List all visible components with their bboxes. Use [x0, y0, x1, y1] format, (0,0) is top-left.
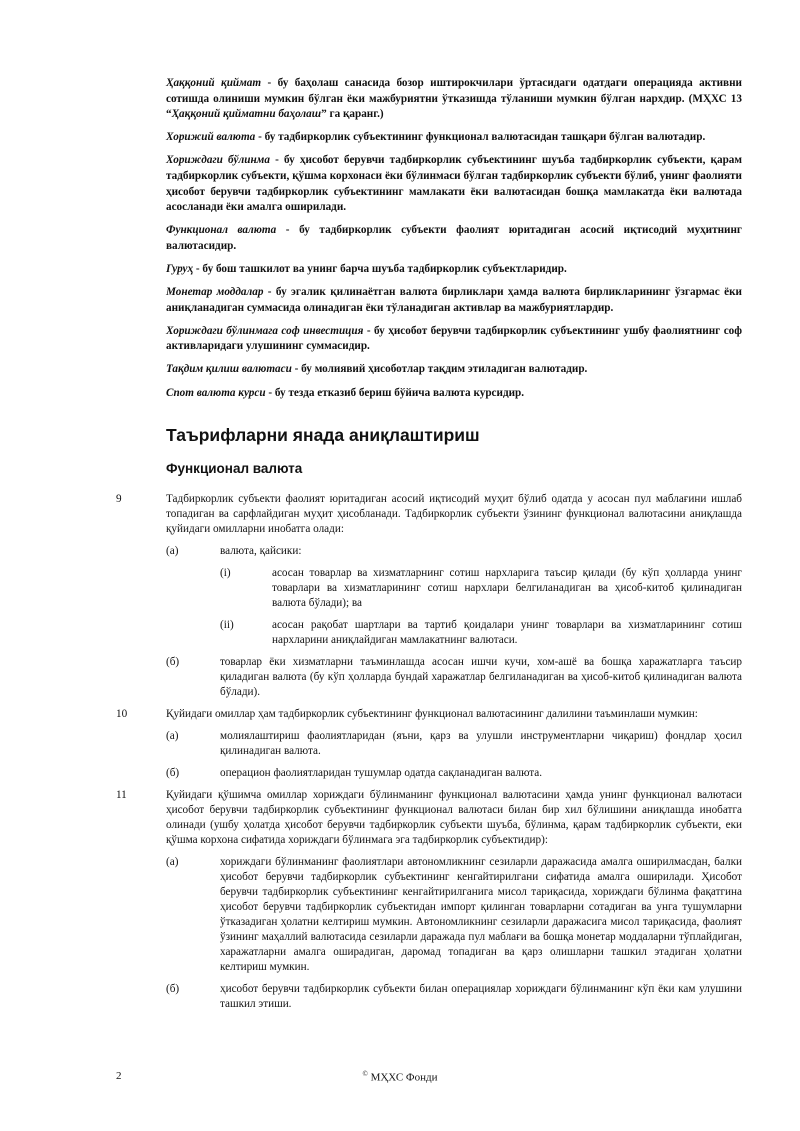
paragraph-number: 11 — [116, 789, 127, 801]
list-item-text: хориждаги бўлинманинг фаолиятлари автономликнинг сезиларли даражасида амалга оширилмасдан, балки ҳисобот берувчи тадбиркорлик субъектининг кенгайтирилгани сифатида амалга оширилади. Ҳисобот берувчи тадбиркорлик субъектининг кенгайтирилганига мисол тариқасида, хориждаги бўлинма фақатгина ҳисобот берувчи тадбиркорлик субъектидан импорт қилинган товарларни сотадиган ва унга тушумларни ўтказадиган ҳолатни келтириш мумкин. Автономликнинг сезиларли даражасига мисол тариқасида, фаолият ўзининг маҳаллий валютасида сезиларли даражада пул маблағи ва бошқа монетар моддаларни тўплайдиган, харажатларни амалга оширадиган, даромад топадиган ва қарз олишларни ташкил этадиган ҳолатни келтириш мумкин. — [220, 856, 742, 973]
definition-term: Хорижий валюта — [166, 131, 256, 144]
definition-monetary-items — [166, 285, 742, 316]
paragraph-text: Қуйидаги қўшимча омиллар хориждаги бўлинманинг функционал валютасини ҳамда унинг функционал валютаси ҳисобот берувчи тадбиркорлик субъектининг функционал валютаси билан бир хил бўлишини аниқлашда инобатга олинади (ушбу ҳолатда ҳисобот берувчи тадбиркорлик субъекти шуъба, бўлинма, қарам тадбиркорлик субъекти, еки қўшма корхона сифатида хориждаги бўлинмага эга тадбиркорлик субъектидир): — [166, 789, 742, 846]
paragraph-9 — [116, 492, 742, 700]
definition-term: Хориждаги бўлинмага соф инвестиция — [166, 324, 364, 337]
list-item — [116, 766, 742, 781]
paragraph-number: 10 — [116, 708, 128, 720]
definition-reference: Ҳаққоний қийматни баҳолаш — [171, 108, 322, 121]
list-item-text: товарлар ёки хизматларни таъминлашда асосан ишчи кучи, хом-ашё ва бошқа харажатларга таъсир қиладиган валюта (бу кўп ҳолларда бундай харажатлар белгиланадиган ва ҳисоб-китоб қилинадиган валюта бўлади). — [220, 656, 742, 698]
list-item — [116, 655, 742, 700]
list-item — [116, 855, 742, 975]
definition-term: Монетар моддалар — [166, 286, 264, 299]
list-item-label: (a) — [166, 545, 179, 557]
paragraph-number: 9 — [116, 493, 122, 505]
definition-net-investment — [166, 324, 742, 355]
footer-copyright — [0, 1070, 800, 1084]
definition-text: - бу эгалик қилинаётган валюта бирликлари ҳамда валюта бирликларининг ўзгармас ёки аниқланадиган суммасида олинадиган ёки тўланадиган активлар ва мажбуриятлардир. — [166, 286, 742, 314]
list-item — [116, 544, 742, 559]
definition-term: Гуруҳ — [166, 262, 194, 275]
definition-term: Функционал валюта — [166, 224, 277, 237]
paragraph-text: Қуйидаги омиллар ҳам тадбиркорлик субъектининг функционал валютасининг далилини таъминлаши мумкин: — [166, 708, 698, 720]
definition-term: Тақдим қилиш валютаси — [166, 363, 292, 376]
definition-text: - бу ҳисобот берувчи тадбиркорлик субъектининг шуъба тадбиркорлик субъекти, қарам тадбиркорлик субъекти, қўшма корхонаси ёки бўлинмаси бўлган тадбиркорлик субъекти бўлиб, унинг фаолияти ҳисобот берувчи тадбиркорлик субъектининг мамлакати ёки валютасидан бошқа мамлакатда ёки валютада асосланади ёки амалга оширилади. — [166, 154, 743, 214]
sub-list-item-text: асосан рақобат шартлари ва тартиб қоидалари унинг товарлари ва хизматларининг сотиш нархларини аниқлайдиган мамлакатнинг валютаси. — [272, 619, 742, 646]
list-item — [116, 982, 742, 1012]
list-item-text: ҳисобот берувчи тадбиркорлик субъекти билан операциялар хориждаги бўлинманинг кўп ёки кам улушини ташкил этиши. — [220, 983, 742, 1010]
definition-foreign-currency — [166, 130, 742, 146]
list-item — [116, 729, 742, 759]
definition-presentation-currency — [166, 362, 742, 378]
sub-list-item-label: (ii) — [220, 619, 234, 631]
definition-fair-value — [166, 76, 742, 123]
paragraph-text: Тадбиркорлик субъекти фаолият юритадиган асосий иқтисодий муҳит бўлиб одатда у асосан пул маблағини ишлаб топадиган ва сарфлайдиган муҳит ҳисобланади. Тадбиркорлик субъекти ўзининг функционал валютасини аниқлашда қуйидаги омилларни инобатга олади: — [166, 493, 742, 535]
paragraph-11 — [116, 788, 742, 1012]
definition-text: - бу баҳолаш санасида бозор иштирокчилари ўртасидаги одатдаги операцияда активни сотишда олиниши мумкин бўлган ёки мажбуриятни ўтказишда тўланиши мумкин бўлган нархдир. (МҲХС 13 “ — [166, 77, 742, 121]
page-number: 2 — [116, 1070, 122, 1082]
list-item-label: (б) — [166, 983, 180, 995]
definition-text: - бу молиявий ҳисоботлар тақдим этиладиган валютадир. — [291, 363, 588, 376]
copyright-symbol: © — [362, 1070, 368, 1078]
definition-term: Хориждаги бўлинма — [166, 154, 270, 167]
section-title: Таърифларни янада аниқлаштириш — [166, 425, 480, 445]
definition-text: - бу бош ташкилот ва унинг барча шуъба тадбиркорлик субъектларидир. — [193, 262, 567, 275]
definition-text: - бу ҳисобот берувчи тадбиркорлик субъектининг ушбу фаолиятнинг соф активларидаги улушининг суммасидир. — [166, 324, 743, 353]
definitions-list — [166, 76, 742, 409]
definition-text: - бу тадбиркорлик субъектининг функционал валютасидан ташқари бўлган валютадир. — [255, 131, 706, 144]
definition-term: Ҳаққоний қиймат — [166, 77, 262, 89]
definition-foreign-operation — [166, 153, 742, 215]
definition-term: Спот валюта курси — [166, 386, 266, 399]
list-item-label: (б) — [166, 656, 180, 668]
sub-list-item — [116, 566, 742, 611]
sub-list-item-label: (i) — [220, 567, 231, 579]
list-item-label: (a) — [166, 856, 179, 868]
paragraphs — [116, 492, 742, 1019]
list-item-label: (б) — [166, 767, 180, 779]
sub-list-item-text: асосан товарлар ва хизматларнинг сотиш нархларига таъсир қилади (бу кўп ҳолларда унинг товарлари ва хизматларининг сотиш нархлари белгиланадиган ва ҳисоб-китоб қилинадиган валюта бўлади); ва — [272, 567, 742, 609]
definition-text-tail: ” га қаранг.) — [321, 108, 384, 121]
definition-functional-currency — [166, 223, 742, 254]
definition-group — [166, 262, 742, 278]
list-item-text: валюта, қайсики: — [220, 545, 302, 557]
list-item-label: (a) — [166, 730, 179, 742]
definition-spot-rate — [166, 386, 742, 402]
list-item-text: молиялаштириш фаолиятларидан (яъни, қарз ва улушли инструментларни чиқариш) фондлар ҳосил қилинадиган валюта. — [220, 730, 742, 757]
copyright-text: МҲХС Фонди — [370, 1071, 438, 1084]
definition-text: - бу тезда етказиб бериш бўйича валюта курсидир. — [265, 386, 525, 399]
paragraph-10 — [116, 707, 742, 781]
subsection-title: Функционал валюта — [166, 461, 303, 476]
definition-text: - бу тадбиркорлик субъекти фаолият юритадиган асосий иқтисодий муҳитнинг валютасидир. — [166, 224, 742, 252]
list-item-text: операцион фаолиятларидан тушумлар одатда сақланадиган валюта. — [220, 767, 543, 779]
sub-list-item — [116, 618, 742, 648]
